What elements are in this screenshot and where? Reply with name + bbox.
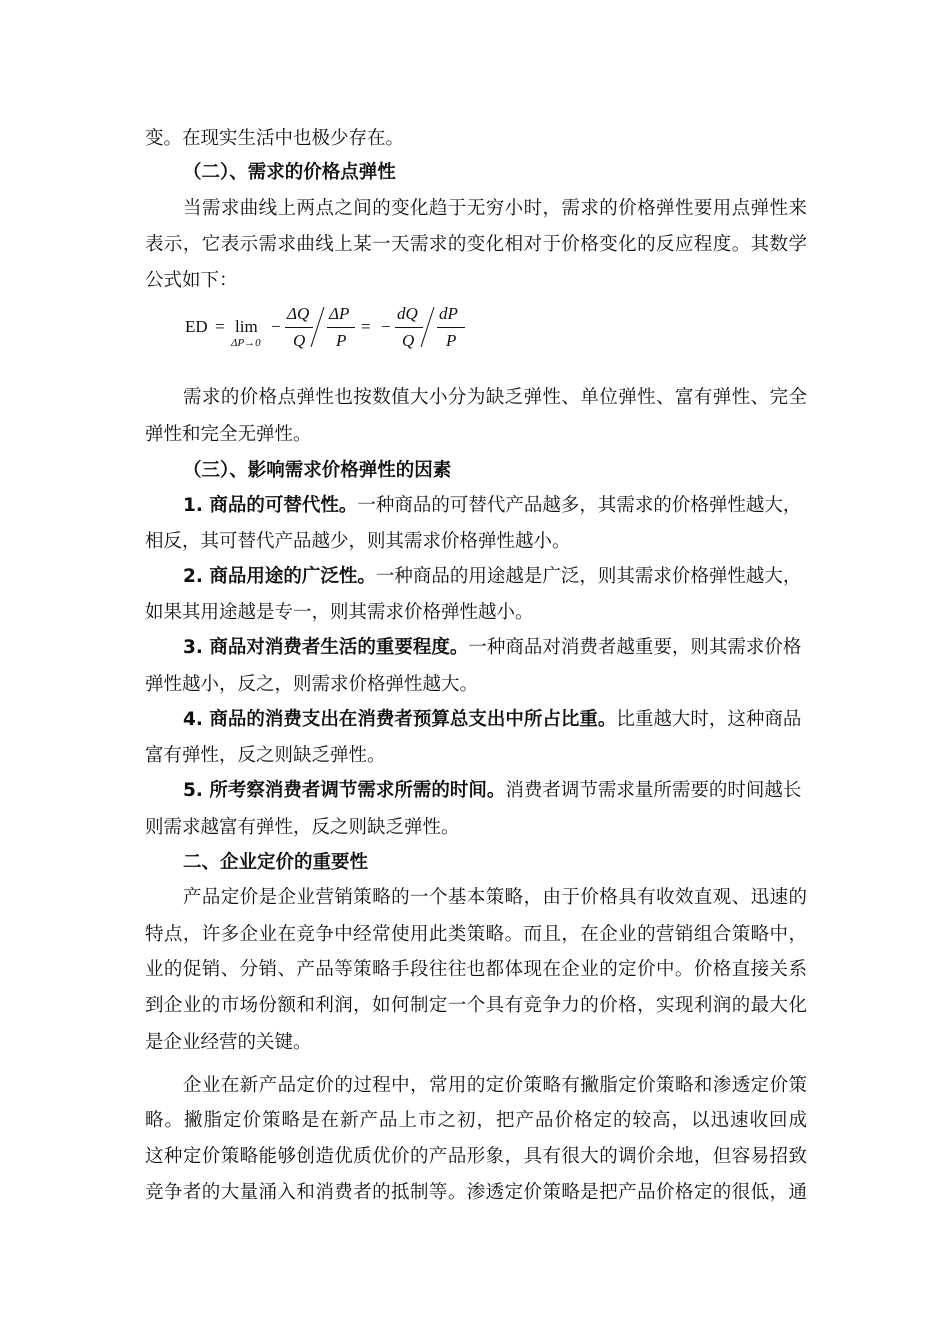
paragraph-line: 到企业的市场份额和利润，如何制定一个具有竞争力的价格，实现利润的最大化 <box>145 995 807 1016</box>
fraction-bar <box>327 327 355 328</box>
formula-denominator: Q <box>402 331 415 350</box>
fraction-bar <box>285 327 313 328</box>
formula-numerator: ΔQ <box>287 304 310 323</box>
paragraph-line: 企业在新产品定价的过程中，常用的定价策略有撇脂定价策略和渗透定价策 <box>183 1075 807 1096</box>
factor-text: 一种商品的用途越是广泛，则其需求价格弹性越大， <box>375 566 802 587</box>
formula-lhs: ED <box>185 317 208 336</box>
factor-text: 消费者调节需求量所需要的时间越长 <box>505 780 802 801</box>
paragraph-line: 当需求曲线上两点之间的变化趋于无穷小时，需求的价格弹性要用点弹性来 <box>183 198 807 219</box>
section-heading: 二、企业定价的重要性 <box>183 852 369 873</box>
paragraph-line: 如果其用途越是专一，则其需求价格弹性越小。 <box>145 602 534 623</box>
section-heading: （二）、需求的价格点弹性 <box>183 162 396 183</box>
factor-title: 5. 所考察消费者调节需求所需的时间。 <box>183 780 506 801</box>
formula-lim-subscript: ΔP→0 <box>231 337 261 349</box>
paragraph-line: 变。在现实生活中也极少存在。 <box>145 128 405 149</box>
formula-equals: = <box>361 317 371 336</box>
paragraph-line: 弹性越小，反之，则需求价格弹性越大。 <box>145 674 479 695</box>
factor-title: 3. 商品对消费者生活的重要程度。 <box>183 637 469 658</box>
section-heading: （三）、影响需求价格弹性的因素 <box>183 460 452 481</box>
formula-numerator: dQ <box>397 304 418 323</box>
fraction-bar <box>437 327 465 328</box>
paragraph-line: 这种定价策略能够创造优质优价的产品形象，具有很大的调价余地，但容易招致 <box>145 1146 807 1167</box>
factor-item-1 <box>183 495 807 517</box>
paragraph-line: 则需求越富有弹性，反之则缺乏弹性。 <box>145 817 460 838</box>
paragraph-line: 是企业经营的关键。 <box>145 1032 312 1053</box>
factor-item-3 <box>183 637 807 659</box>
paragraph-line: 略。撇脂定价策略是在新产品上市之初，把产品价格定的较高，以迅速收回成 <box>145 1110 807 1131</box>
factor-text: 一种商品的可替代产品越多，其需求的价格弹性越大， <box>357 495 802 516</box>
formula-equals: = <box>215 317 225 336</box>
factor-text: 比重越大时，这种商品 <box>616 709 802 730</box>
paragraph-line: 需求的价格点弹性也按数值大小分为缺乏弹性、单位弹性、富有弹性、完全 <box>183 387 807 408</box>
paragraph-line: 特点，许多企业在竞争中经常使用此类策略。而且，在企业的营销组合策略中， <box>145 924 807 945</box>
formula-numerator: dP <box>439 304 458 323</box>
paragraph-line: 表示，它表示需求曲线上某一天需求的变化相对于价格变化的反应程度。其数学 <box>145 234 807 255</box>
factor-title: 2. 商品用途的广泛性。 <box>183 566 376 587</box>
formula-minus: − <box>381 317 391 336</box>
formula-denominator: Q <box>293 331 306 350</box>
formula-minus: − <box>271 317 281 336</box>
factor-title: 1. 商品的可替代性。 <box>183 495 358 516</box>
factor-item-4 <box>183 709 807 731</box>
factor-item-5 <box>183 780 807 802</box>
formula-denominator: P <box>336 331 347 350</box>
paragraph-line: 弹性和完全无弹性。 <box>145 424 312 445</box>
factor-text: 一种商品对消费者越重要，则其需求价格 <box>468 637 802 658</box>
factor-item-2 <box>183 566 807 588</box>
formula-numerator: ΔP <box>329 304 350 323</box>
paragraph-line: 公式如下： <box>145 270 238 291</box>
paragraph-line: 业的促销、分销、产品等策略手段往往也都体现在企业的定价中。价格直接关系 <box>145 959 807 980</box>
paragraph-line: 富有弹性，反之则缺乏弹性。 <box>145 745 386 766</box>
fraction-bar <box>395 327 423 328</box>
factor-title: 4. 商品的消费支出在消费者预算总支出中所占比重。 <box>183 709 617 730</box>
paragraph-line: 产品定价是企业营销策略的一个基本策略，由于价格具有收效直观、迅速的 <box>183 887 807 908</box>
elasticity-formula <box>185 300 485 354</box>
formula-lim: lim <box>235 317 258 336</box>
paragraph-line: 相反，其可替代产品越少，则其需求价格弹性越小。 <box>145 531 571 552</box>
paragraph-line: 竞争者的大量涌入和消费者的抵制等。渗透定价策略是把产品价格定的很低，通 <box>145 1182 807 1203</box>
formula-denominator: P <box>446 331 457 350</box>
